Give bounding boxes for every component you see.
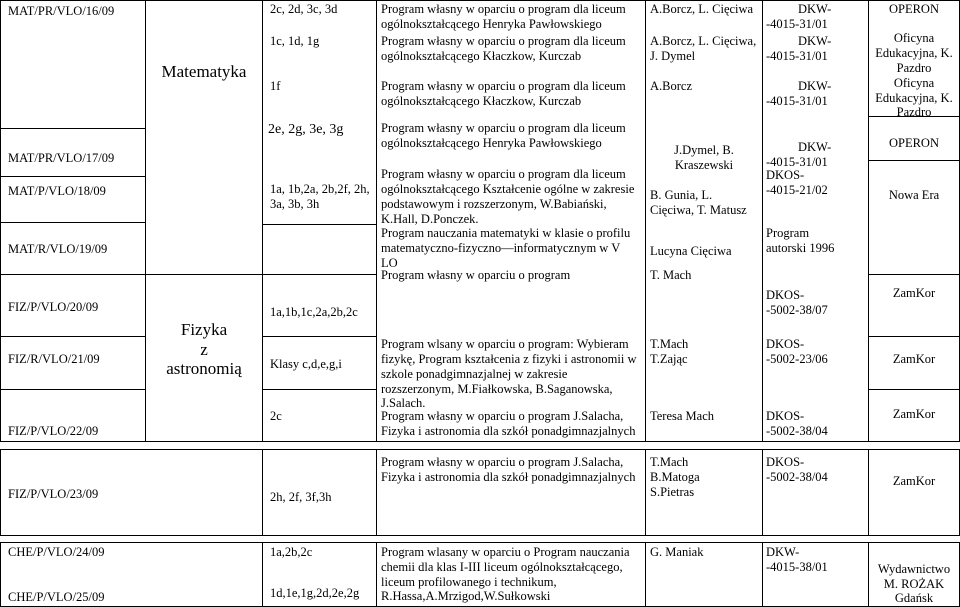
publisher-cell: OPERON [888,2,939,16]
program-cell: rozszerzonym, M.Fiałkowska, B.Saganowska, [381,382,613,396]
class-cell: 1a,2b,2c [270,545,313,559]
code-cell: FIZ/P/VLO/22/09 [8,424,99,438]
publisher-cell: Nowa Era [888,188,940,202]
publisher-cell: M. ROŻAK [883,577,945,591]
program-cell: ogólnokształcącego Kłaczkow, Kurczab [381,94,582,108]
publisher-cell: Gdańsk [894,591,934,605]
approval-cell: DKOS- [766,168,805,182]
subject-label: Fizyka [180,320,228,339]
program-cell: podstawowym i rozszerzonym, W.Babiański, [381,197,607,211]
author-cell: A.Borcz, L. Cięciwa, [650,34,757,48]
code-cell: FIZ/P/VLO/23/09 [8,487,99,501]
author-cell: Kraszewski [674,158,734,172]
author-cell: J. Dymel [650,49,696,63]
code-cell: MAT/PR/VLO/16/09 [8,4,115,18]
author-cell: Teresa Mach [650,409,715,423]
class-cell: 1a,1b,1c,2a,2b,2c [270,305,358,319]
class-cell: 2h, 2f, 3f,3h [270,490,332,504]
program-cell: LO [381,256,398,270]
publisher-cell: ZamKor [892,407,936,421]
publisher-cell: Wydawnictwo [877,562,951,576]
class-cell: 3a, 3b, 3h [270,197,320,211]
class-cell: 2e, 2g, 3e, 3g [268,122,344,137]
author-cell: A.Borcz [650,79,692,93]
program-cell: chemii dla klas I-III liceum ogólnokształcącego, [381,560,623,574]
program-cell: Program własny w oparciu o program dla liceum [381,34,626,48]
program-cell: Program własny w oparciu o program dla liceum [381,167,626,181]
class-cell: 2c, 2d, 3c, 3d [270,2,338,16]
class-cell: 1d,1e,1g,2d,2e,2g [270,586,360,600]
program-cell: matematyczno-fizyczno—informatycznym w V [381,241,621,255]
code-cell: MAT/R/VLO/19/09 [8,242,108,256]
program-cell: ogólnokształcącego Kształcenie ogólne w zakresie [381,182,635,196]
program-cell: Program nauczania matematyki w klasie o profilu [381,226,631,240]
program-cell: R.Hassa,A.Mrzigod,W.Sułkowski [381,589,551,603]
approval-cell: Program [766,226,810,240]
program-cell: Fizyka i astronomia dla szkół ponadgimnazjalnych [381,470,636,484]
approval-cell: DKOS- [766,288,805,302]
approval-cell: DKOS- [766,409,805,423]
approval-cell: DKOS- [766,337,805,351]
approval-cell: DKW- [798,2,832,16]
publisher-cell: ZamKor [892,352,936,366]
class-cell: 1a, 1b,2a, 2b,2f, 2h, [270,182,370,196]
program-cell: Program własny w oparciu o program dla liceum [381,2,626,16]
program-cell: Program własny w oparciu o program dla liceum [381,121,626,135]
program-cell: J.Salach. [381,396,426,410]
code-cell: FIZ/R/VLO/21/09 [8,352,100,366]
approval-cell: -4015-31/01 [766,94,828,108]
author-cell: Cięciwa, T. Matusz [650,203,747,217]
program-cell: ogólnokształcącego Henryka Pawłowskiego [381,17,602,31]
program-cell: ogólnokształcącego Kłaczkow, Kurczab [381,49,582,63]
class-cell: 1f [270,79,281,93]
approval-cell: -4015-31/01 [766,17,828,31]
approval-cell: -4015-38/01 [766,560,828,574]
program-cell: szkole ponadgimnazjalnej w zakresie [381,367,568,381]
approval-cell: DKOS- [766,455,805,469]
code-cell: CHE/P/VLO/25/09 [8,590,105,604]
program-cell: Program wlsany w oparciu o program: Wybieram [381,337,629,351]
publisher-cell: Oficyna [893,31,935,45]
publisher-cell: ZamKor [892,474,936,488]
program-cell: Program własny w oparciu o program [381,268,571,282]
author-cell: A.Borcz, L. Cięciwa [650,2,754,16]
author-cell: B. Gunia, L. [650,188,713,202]
author-cell: T.Zając [650,352,688,366]
program-cell: Program własny w oparciu o program J.Salacha, [381,409,624,423]
class-cell: Klasy c,d,e,g,i [270,357,342,371]
author-cell: G. Maniak [650,545,704,559]
class-cell: 2c [270,409,282,423]
approval-cell: DKW- [798,140,832,154]
class-cell: 1c, 1d, 1g [270,34,320,48]
approval-cell: -4015-31/01 [766,155,828,169]
author-cell: Lucyna Cięciwa [650,244,732,258]
program-cell: Program własny w oparciu o program dla liceum [381,79,626,93]
approval-cell: -4015-31/01 [766,49,828,63]
publisher-cell: Edukacyjna, K. [875,46,953,60]
approval-cell: -4015-21/02 [766,183,828,197]
author-cell: T.Mach [650,337,689,351]
approval-cell: DKW- [766,545,800,559]
publisher-cell: Pazdro [896,105,932,119]
approval-cell: -5002-38/04 [766,470,828,484]
publisher-cell: OPERON [888,136,939,150]
approval-cell: -5002-38/07 [766,303,828,317]
author-cell: S.Pietras [650,485,695,499]
approval-cell: -5002-23/06 [766,352,828,366]
subject-label: Matematyka [161,62,247,81]
program-cell: fizykę, Program kształcenia z fizyki i astronomii w [381,352,637,366]
subject-label: z [200,340,208,359]
code-cell: CHE/P/VLO/24/09 [8,545,105,559]
publisher-cell: Pazdro [896,61,932,75]
approval-cell: autorski 1996 [766,241,835,255]
publisher-cell: ZamKor [892,286,936,300]
code-cell: MAT/P/VLO/18/09 [8,184,106,198]
code-cell: MAT/PR/VLO/17/09 [8,151,115,165]
approval-cell: DKW- [798,34,832,48]
subject-label: astronomią [166,359,242,378]
program-cell: Fizyka i astronomia dla szkół ponadgimnazjalnych [381,424,636,438]
publisher-cell: Oficyna [893,76,935,90]
author-cell: B.Matoga [650,470,700,484]
publisher-cell: Edukacyjna, K. [875,91,953,105]
program-cell: Program wlasany w oparciu o Program nauczania [381,545,630,559]
author-cell: T.Mach [650,455,689,469]
approval-cell: -5002-38/04 [766,424,828,438]
author-cell: T. Mach [650,268,692,282]
author-cell: J.Dymel, B. [674,143,734,157]
approval-cell: DKW- [798,79,832,93]
code-cell: FIZ/P/VLO/20/09 [8,300,99,314]
program-cell: liceum profilowanego i technikum, [381,575,557,589]
program-cell: K.Hall, D.Ponczek. [381,212,479,226]
program-cell: Program własny w oparciu o program J.Salacha, [381,455,624,469]
program-cell: ogólnokształcącego Henryka Pawłowskiego [381,136,602,150]
